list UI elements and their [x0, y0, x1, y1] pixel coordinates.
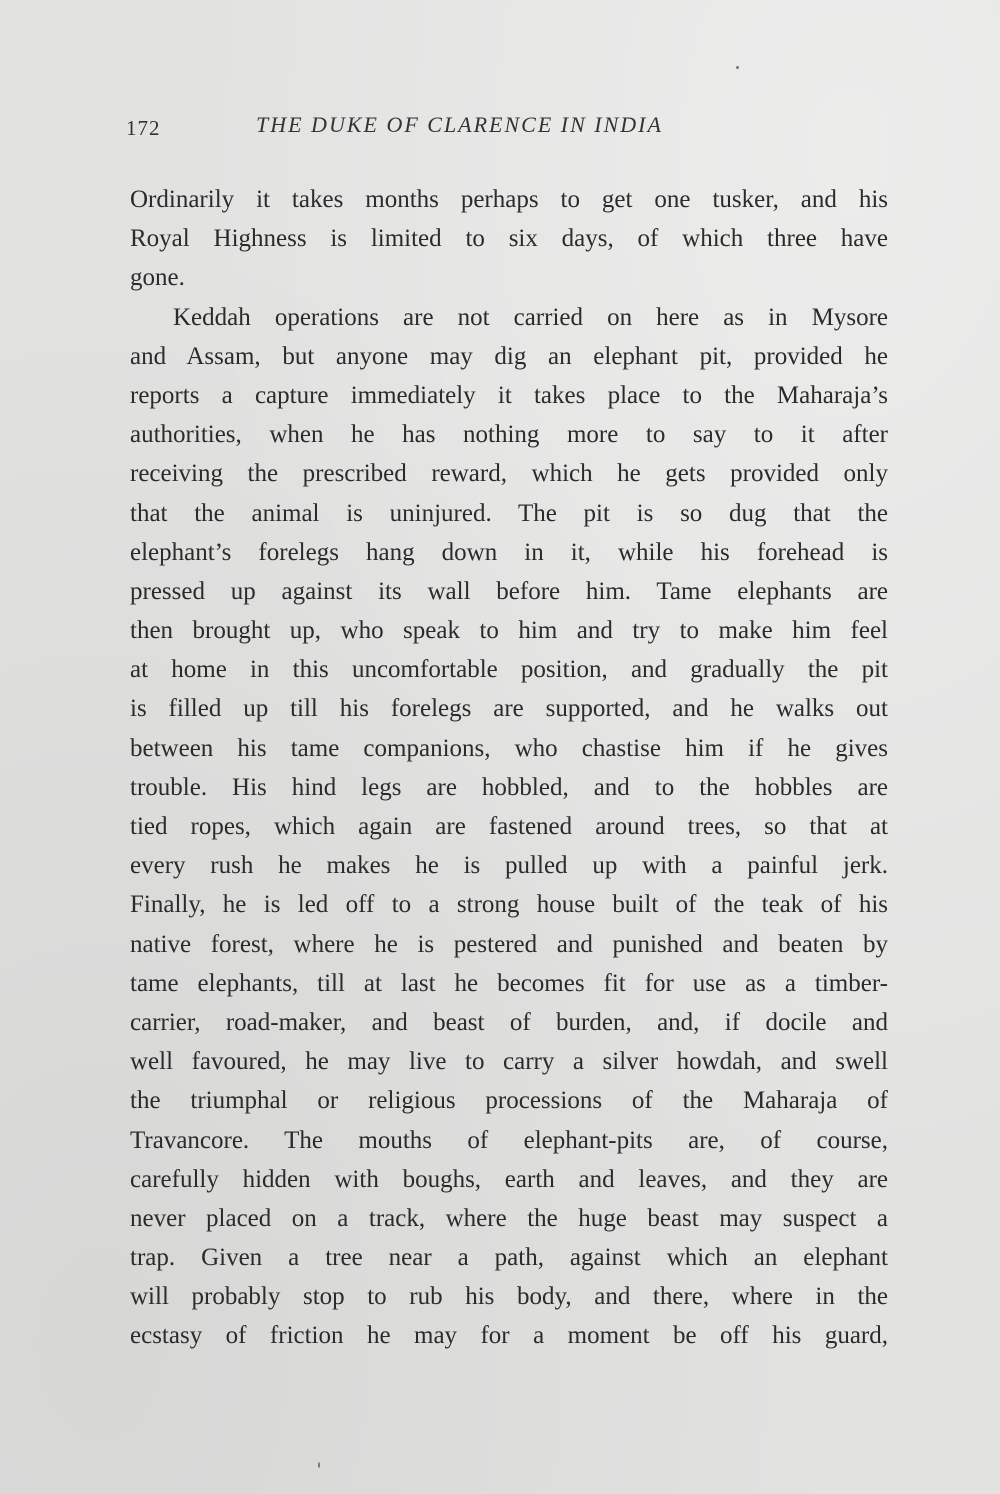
text-line: tame elephants, till at last he becomes fit for use as a timber- [130, 969, 888, 997]
text-line: every rush he makes he is pulled up with a painful jerk. [130, 852, 888, 880]
page-header [126, 112, 886, 146]
text-line: at home in this uncomfortable position, and gradually the pit [130, 656, 888, 684]
text-line: Travancore. The mouths of elephant-pits are, of course, [130, 1126, 888, 1154]
body-text [130, 180, 888, 1356]
text-line: pressed up against its wall before him. Tame elephants are [130, 577, 888, 605]
text-line: well favoured, he may live to carry a silver howdah, and swell [130, 1048, 888, 1076]
text-line: ecstasy of friction he may for a moment be off his guard, [130, 1322, 888, 1350]
text-line: Royal Highness is limited to six days, of which three have [130, 225, 888, 253]
text-line: reports a capture immediately it takes place to the Maharaja’s [130, 381, 888, 409]
page-number: 172 [126, 116, 161, 140]
paragraph-first-line: Keddah operations are not carried on here as in Mysore [173, 303, 888, 331]
text-line: trouble. His hind legs are hobbled, and to the hobbles are [130, 773, 888, 801]
text-line: trap. Given a tree near a path, against which an elephant [130, 1244, 888, 1272]
text-line: between his tame companions, who chastise him if he gives [130, 734, 888, 762]
text-line: carrier, road-maker, and beast of burden, and, if docile and [130, 1008, 888, 1036]
text-line: native forest, where he is pestered and punished and beaten by [130, 930, 888, 958]
text-line: the triumphal or religious processions of the Maharaja of [130, 1087, 888, 1115]
text-line: then brought up, who speak to him and try to make him feel [130, 617, 888, 645]
text-line: and Assam, but anyone may dig an elephant pit, provided he [130, 342, 888, 370]
paper-blemish [318, 1462, 320, 1468]
text-line: that the animal is uninjured. The pit is so dug that the [130, 499, 888, 527]
text-line: will probably stop to rub his body, and there, where in the [130, 1283, 888, 1311]
text-line: authorities, when he has nothing more to say to it after [130, 421, 888, 449]
text-line: tied ropes, which again are fastened around trees, so that at [130, 813, 888, 840]
paper-blemish [736, 66, 739, 69]
text-line: Finally, he is led off to a strong house built of the teak of his [130, 891, 888, 919]
text-line: never placed on a track, where the huge beast may suspect a [130, 1204, 888, 1232]
text-line: carefully hidden with boughs, earth and leaves, and they are [130, 1165, 888, 1193]
text-line: receiving the prescribed reward, which he gets provided only [130, 460, 888, 488]
text-line: gone. [130, 264, 185, 292]
running-head: THE DUKE OF CLARENCE IN INDIA [256, 112, 663, 137]
text-line: is filled up till his forelegs are supported, and he walks out [130, 695, 888, 723]
text-line: Ordinarily it takes months perhaps to get one tusker, and his [130, 186, 888, 213]
text-line: elephant’s forelegs hang down in it, while his forehead is [130, 538, 888, 566]
